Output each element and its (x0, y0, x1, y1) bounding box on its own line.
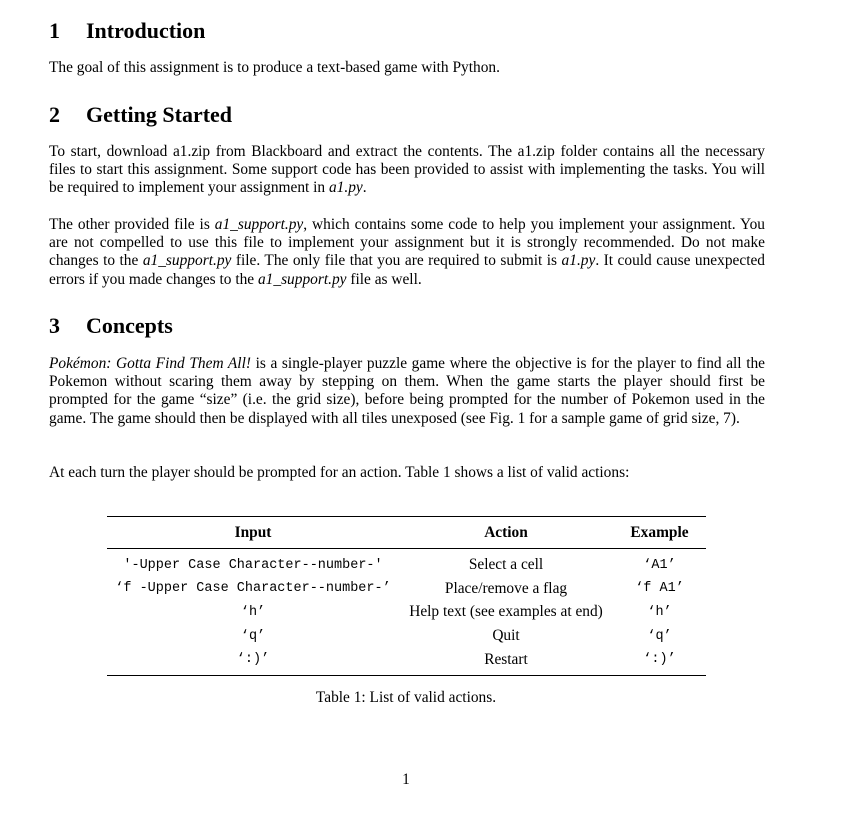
example-cell: ‘A1’ (643, 557, 676, 573)
game-title: Pokémon: Gotta Find Them All! (49, 355, 251, 372)
section-title: Getting Started (86, 102, 233, 127)
filename: a1_support.py (257, 270, 347, 288)
section-title: Introduction (86, 18, 206, 43)
section-1-heading (49, 18, 205, 44)
table-caption: Table 1: List of valid actions. (315, 689, 497, 706)
action-cell: Help text (see examples at end) (409, 603, 603, 621)
section-number: 1 (49, 18, 60, 43)
table-row (107, 577, 706, 601)
input-cell: ‘:)’ (236, 652, 270, 668)
example-cell: ‘:)’ (643, 652, 676, 668)
column-header-action: Action (484, 524, 528, 541)
table-row (107, 549, 706, 578)
table-row (107, 648, 706, 676)
example-cell: ‘f A1’ (635, 581, 684, 597)
page-number: 1 (402, 771, 410, 788)
input-cell: ‘q’ (240, 628, 266, 644)
column-header-input: Input (234, 524, 272, 541)
filename: a1_support.py (142, 252, 232, 270)
filename: a1.py (561, 252, 596, 270)
section-title: Concepts (86, 313, 173, 338)
section-number: 2 (49, 102, 60, 127)
getting-started-paragraph-1: To start, download a1.zip from Blackboard and extract the contents. The a1.zip folder contains all the necessary files to start this assignment. Some support code has been provided to assist with implementing the tasks. You will be required to implement your assignment in a1.py. (49, 143, 765, 197)
filename: a1_support.py (214, 216, 304, 233)
section-2-heading (49, 102, 232, 128)
concepts-paragraph-1: Pokémon: Gotta Find Them All! is a single-player puzzle game where the objective is for the player to find all the Pokemon without scaring them away by stepping on them. When the game starts the player should first be prompted for the game “size” (i.e. the grid size), before being prompted for the number of Pokemon used in the game. The game should then be displayed with all tiles unexposed (see Fig. 1 for a sample game of grid size, 7). (49, 355, 765, 427)
input-cell: ‘h’ (240, 604, 266, 620)
action-cell: Place/remove a flag (444, 579, 568, 597)
section-3-heading (49, 313, 173, 339)
getting-started-paragraph-2: The other provided file is a1_support.py, which contains some code to help you implement your assignment. You are not compelled to use this file to implement your assignment but it is strongly recommended. Do not make changes to the a1_support.py file. The only file that you are required to submit is a1.py. It could cause unexpected errors if you made changes to the a1_support.py file as well. (49, 216, 765, 288)
concepts-paragraph-2: At each turn the player should be prompted for an action. Table 1 shows a list of valid actions: (49, 464, 630, 481)
column-header-example: Example (630, 524, 689, 541)
table-row (107, 601, 706, 625)
input-cell: ‘f -Upper Case Character--number-’ (115, 581, 391, 597)
intro-paragraph: The goal of this assignment is to produce a text-based game with Python. (49, 59, 500, 76)
table-row (107, 624, 706, 648)
input-cell: '-Upper Case Character--number-' (123, 557, 383, 573)
example-cell: ‘h’ (647, 604, 672, 620)
action-cell: Select a cell (468, 556, 544, 574)
table-header-row (107, 517, 706, 549)
actions-table (107, 516, 706, 676)
filename: a1.py (328, 179, 363, 197)
section-number: 3 (49, 313, 60, 338)
example-cell: ‘q’ (647, 628, 672, 644)
action-cell: Restart (484, 650, 528, 668)
action-cell: Quit (492, 627, 520, 645)
